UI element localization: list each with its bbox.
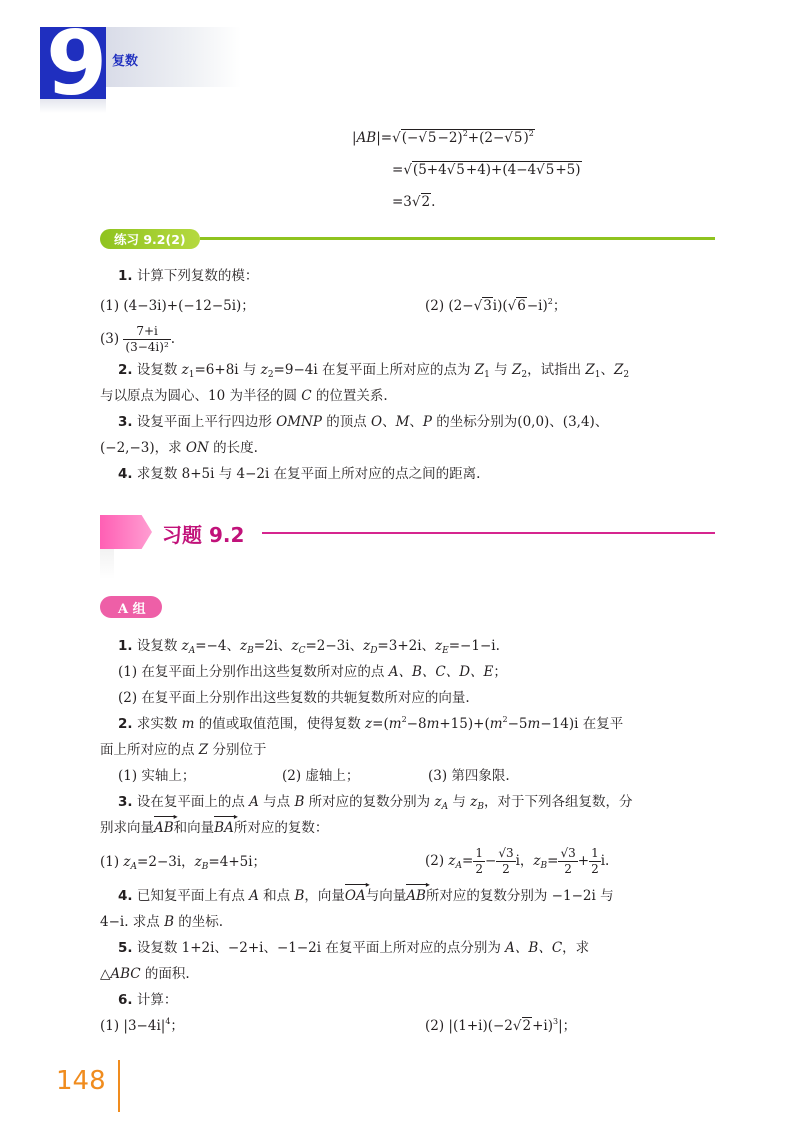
section-title: 习题 9.2	[162, 523, 245, 547]
problem-3-2: (2) $z_A=$ $\frac{1}{2}$ − $\frac{√3}{2}$ i，$z_B=$ $\frac{√3}{2}$ + $\frac{1}{2}$ i.	[425, 846, 610, 876]
problem-5-line2: △ABC 的面积.	[100, 966, 190, 982]
group-label: A 组	[118, 602, 146, 617]
page-number: 148	[56, 1066, 106, 1096]
section-divider	[262, 532, 715, 534]
problem-6: 6. 计算：	[118, 992, 178, 1008]
formula-line-2: =√(5+4√5+4)+(4−4√5+5)	[392, 162, 581, 178]
problem-2-line2: 面上所对应的点 Z 分别位于	[100, 742, 267, 758]
page-number-bar	[118, 1060, 120, 1112]
problem-3-1: (1) $z_A=2-3i$，$z_B=4+5i$；	[100, 854, 267, 872]
exercise-q4: 4. 求复数 8+5i 与 4−2i 在复平面上所对应的点之间的距离.	[118, 466, 481, 482]
exercise-label: 练习 9.2(2)	[114, 232, 186, 247]
problem-6-2: (2) $|(1+i)(-2√2+i)^3|$；	[425, 1017, 577, 1034]
section-tab-shadow	[100, 549, 114, 579]
problem-5-line1: 5. 设复数 1+2i、−2+i、−1−2i 在复平面上所对应的点分别为 A、B、C，求	[118, 940, 590, 956]
exercise-q1: 1. 计算下列复数的模：	[118, 268, 259, 284]
problem-3-line1: 3. 设在复平面上的点 A 与点 B 所对应的复数分别为 $z_A$ 与 $z_B$，对于下列各组复数，分	[118, 794, 633, 812]
exercise-q3-line2: (−2,−3)，求 ON 的长度.	[100, 440, 258, 456]
exercise-q2-line1: 2. 设复数 $z_1=6+8i$ 与 $z_2=9-4i$ 在复平面上所对应的点为 $Z_1$ 与 $Z_2$，试指出 $Z_1$、$Z_2$	[118, 362, 630, 380]
section-tab	[100, 515, 152, 549]
exercise-q1-2: (2) $(2-√3i)(√6-i)^2$；	[425, 297, 567, 314]
exercise-q3-line1: 3. 设复平面上平行四边形 OMNP 的顶点 O、M、P 的坐标分别为(0,0)、(3,4)、	[118, 414, 609, 430]
problem-4-line1: 4. 已知复平面上有点 A 和点 B，向量OA ▸与向量AB ▸所对应的复数分别为 −1−2i 与	[118, 886, 614, 906]
formula-line-3: =3√2.	[392, 194, 436, 210]
problem-1: 1. 设复数 $z_A=-4$、$z_B=2i$、$z_C=2-3i$、$z_D=3+2i$、$z_E=-1-i$.	[118, 638, 500, 656]
problem-1-1: (1) 在复平面上分别作出这些复数所对应的点 A、B、C、D、E；	[118, 664, 507, 680]
formula-line-1: $|AB|=√(-√5-2)^2+(2-√5)^2$	[352, 129, 534, 146]
problem-2-option-3: (3) 第四象限.	[428, 768, 510, 784]
problem-2-option-1: (1) 实轴上；	[118, 768, 196, 784]
problem-2-option-2: (2) 虚轴上；	[282, 768, 360, 784]
problem-6-1: (1) $|3-4i|^4$；	[100, 1017, 184, 1034]
chapter-number: 9	[46, 12, 106, 115]
exercise-q1-1: (1) (4−3i)+(−12−5i)；	[100, 298, 255, 314]
exercise-q1-3: (3) $\frac{7+i}{\text{(3−4i)²}}$ .	[100, 324, 176, 354]
chapter-title: 复数	[112, 54, 139, 69]
problem-3-line2: 别求向量AB ▸和向量BA ▸所对应的复数：	[100, 818, 328, 838]
problem-4-line2: 4−i. 求点 B 的坐标.	[100, 914, 224, 930]
exercise-divider	[200, 237, 715, 240]
exercise-q2-line2: 与以原点为圆心、10 为半径的圆 C 的位置关系.	[100, 388, 388, 404]
problem-2-line1: 2. 求实数 m 的值或取值范围，使得复数 $z=(m^2-8m+15)+(m^2-5m-14)i$ 在复平	[118, 715, 624, 732]
problem-1-2: (2) 在复平面上分别作出这些复数的共轭复数所对应的向量.	[118, 690, 470, 706]
